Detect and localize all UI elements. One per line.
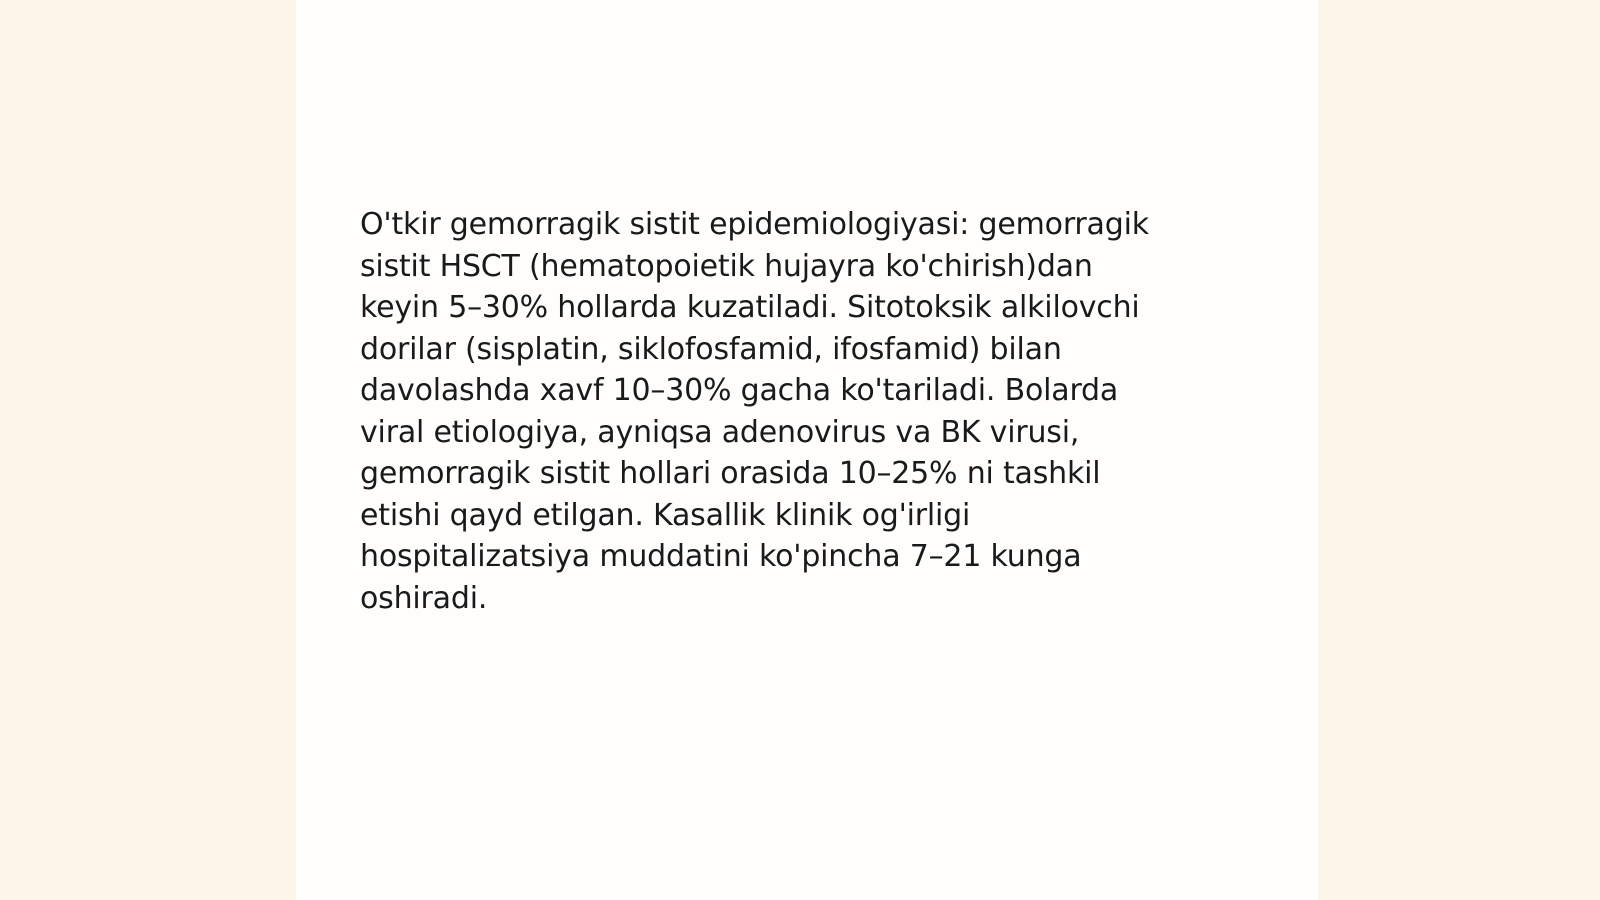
paragraph-line: viral etiologiya, ayniqsa adenovirus va BK virusi, [360, 414, 1080, 450]
paragraph-line: sistit HSCT (hematopoietik hujayra ko'chirish)dan [360, 248, 1093, 284]
paragraph-line: oshiradi. [360, 580, 488, 616]
paragraph-line: dorilar (sisplatin, siklofosfamid, ifosfamid) bilan [360, 331, 1062, 367]
body-paragraph [360, 204, 1260, 619]
paragraph-line: O'tkir gemorragik sistit epidemiologiyasi: gemorragik [360, 207, 1149, 242]
document-page [296, 0, 1318, 900]
paragraph-line: keyin 5–30% hollarda kuzatiladi. Sitotoksik alkilovchi [360, 290, 1140, 325]
paragraph-line: hospitalizatsiya muddatini ko'pincha 7–21 kunga [360, 539, 1082, 574]
paragraph-line: etishi qayd etilgan. Kasallik klinik og'irligi [360, 497, 971, 533]
paragraph-line: davolashda xavf 10–30% gacha ko'tariladi. Bolarda [360, 373, 1119, 408]
paragraph-line: gemorragik sistit hollari orasida 10–25% ni tashkil [360, 456, 1101, 491]
